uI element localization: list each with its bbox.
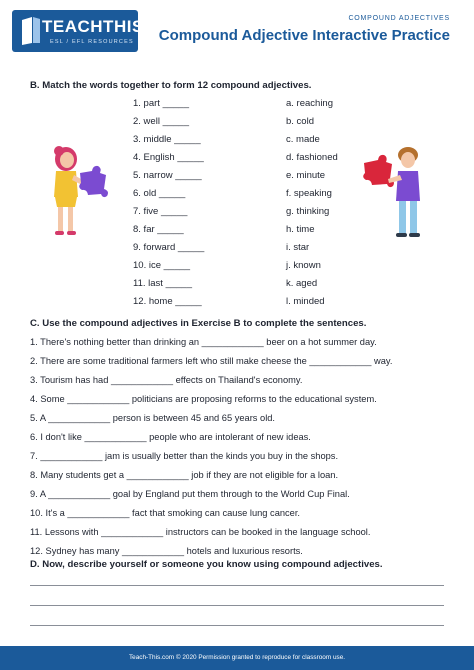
- match-item-right: e. minute: [286, 170, 326, 181]
- match-item-left: 8. far _____: [133, 224, 184, 235]
- section-d-instruction: D. Now, describe yourself or someone you know using compound adjectives.: [30, 559, 383, 570]
- sentence-item: 8. Many students get a ____________ job if they are not eligible for a loan.: [30, 470, 339, 480]
- section-b-instruction: B. Match the words together to form 12 compound adjectives.: [30, 80, 312, 91]
- sentence-item: 10. It's a ____________ fact that smoking can cause lung cancer.: [30, 508, 301, 518]
- sentence-item: 2. There are some traditional farmers left who still make cheese the ____________ way.: [30, 356, 393, 366]
- sentence-item: 1. There's nothing better than drinking an ____________ beer on a hot summer day.: [30, 337, 377, 347]
- worksheet-category: COMPOUND ADJECTIVES: [348, 15, 450, 22]
- match-item-left: 6. old _____: [133, 188, 186, 199]
- match-item-right: l. minded: [286, 296, 325, 307]
- section-c-instruction: C. Use the compound adjectives in Exercise B to complete the sentences.: [30, 318, 367, 329]
- sentence-item: 11. Lessons with ____________ instructors can be booked in the language school.: [30, 527, 371, 537]
- logo-text: TEACHTHIS: [42, 17, 144, 36]
- match-item-left: 5. narrow _____: [133, 170, 202, 181]
- match-item-right: c. made: [286, 134, 320, 145]
- writing-line[interactable]: [30, 605, 444, 606]
- match-item-right: f. speaking: [286, 188, 332, 199]
- sentence-item: 6. I don't like ____________ people who are intolerant of new ideas.: [30, 432, 311, 442]
- match-item-left: 7. five _____: [133, 206, 188, 217]
- sentence-item: 7. ____________ jam is usually better than the kinds you buy in the shops.: [30, 451, 339, 461]
- match-item-right: a. reaching: [286, 98, 334, 109]
- writing-line[interactable]: [30, 625, 444, 626]
- match-item-right: b. cold: [286, 116, 314, 127]
- match-item-left: 9. forward _____: [133, 242, 205, 253]
- match-item-left: 1. part _____: [133, 98, 189, 109]
- match-item-right: d. fashioned: [286, 152, 338, 163]
- worksheet-header: [0, 0, 474, 64]
- sentence-item: 5. A ____________ person is between 45 and 65 years old.: [30, 413, 276, 423]
- logo-subtitle: ESL / EFL RESOURCES: [50, 39, 134, 45]
- sentence-item: 12. Sydney has many ____________ hotels and luxurious resorts.: [30, 546, 303, 556]
- boy-with-puzzle-illustration: [360, 145, 432, 240]
- girl-with-puzzle-illustration: [40, 145, 112, 237]
- writing-line[interactable]: [30, 585, 444, 586]
- match-item-right: g. thinking: [286, 206, 330, 217]
- match-item-left: 3. middle _____: [133, 134, 201, 145]
- match-item-left: 10. ice _____: [133, 260, 191, 271]
- match-item-right: k. aged: [286, 278, 318, 289]
- match-item-right: j. known: [286, 260, 321, 271]
- match-item-right: i. star: [286, 242, 310, 253]
- match-item-right: h. time: [286, 224, 315, 235]
- match-item-left: 12. home _____: [133, 296, 202, 307]
- sentence-item: 3. Tourism has had ____________ effects on Thailand's economy.: [30, 375, 303, 385]
- sentence-item: 4. Some ____________ politicians are proposing reforms to the educational system.: [30, 394, 377, 404]
- worksheet-title: Compound Adjective Interactive Practice: [158, 27, 450, 44]
- worksheet-footer: [0, 646, 474, 670]
- match-item-left: 4. English _____: [133, 152, 204, 163]
- teachthis-logo[interactable]: [12, 10, 144, 52]
- book-icon: [20, 16, 42, 46]
- sentence-item: 9. A ____________ goal by England put them through to the World Cup Final.: [30, 489, 350, 499]
- match-item-left: 2. well _____: [133, 116, 189, 127]
- match-item-left: 11. last _____: [133, 278, 192, 289]
- footer-copyright: Teach-This.com © 2020 Permission granted to reproduce for classroom use.: [128, 654, 346, 661]
